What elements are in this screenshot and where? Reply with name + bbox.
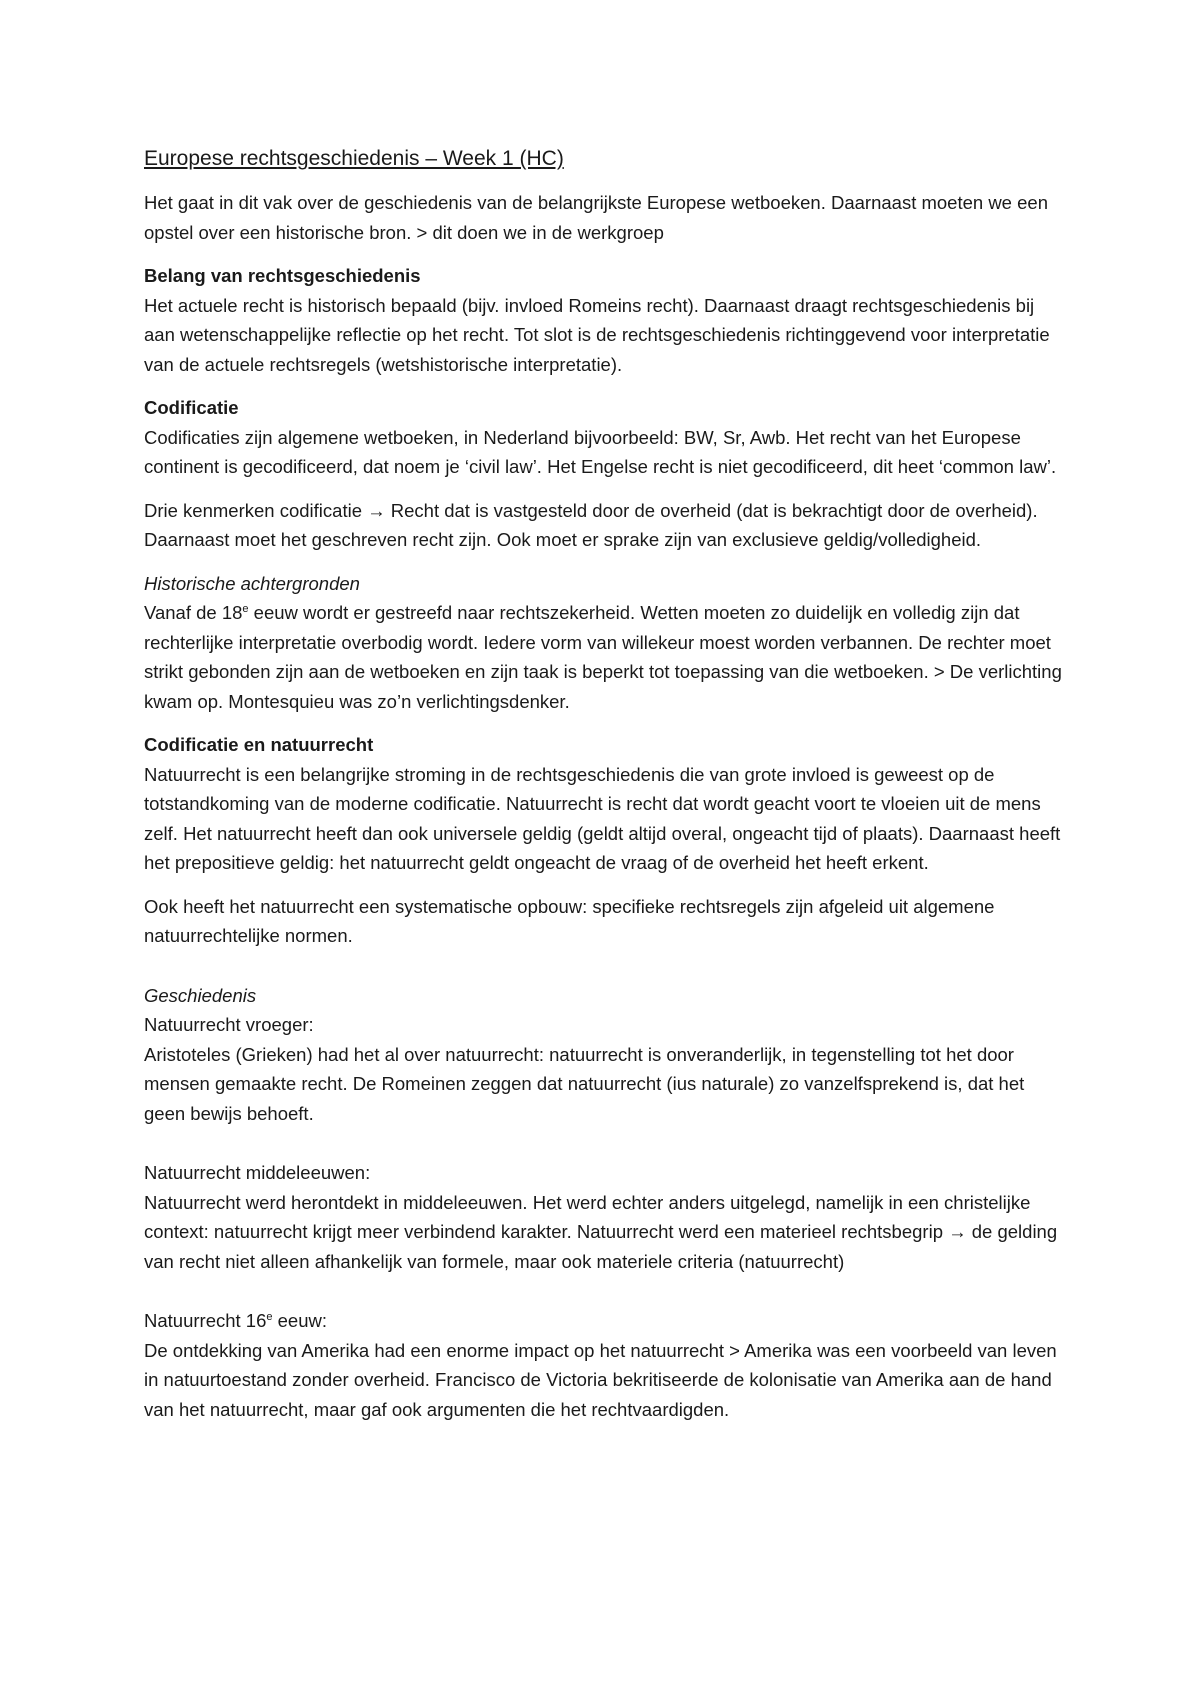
natuurrecht-systematisch: Ook heeft het natuurrecht een systematische opbouw: specifieke rechtsregels zijn afgeleid uit algemene natuurrechtelijke normen. [144,895,995,946]
eeuw16-sup: e [266,1310,273,1323]
spacer [144,1142,1064,1158]
vroeger-text: Aristoteles (Grieken) had het al over natuurrecht: natuurrecht is onveranderlijk, in tegenstelling tot het door mensen gemaakte recht. De Romeinen zeggen dat natuurrecht (ius naturale) zo vanzelfsprekend is, dat het geen bewijs behoeft. [144,1043,1025,1124]
spacer [144,965,1064,981]
middeleeuwen-label: Natuurrecht middeleeuwen: [144,1162,371,1183]
section-middeleeuwen [144,1158,1064,1276]
section-geschiedenis-vroeger [144,981,1064,1129]
eeuw16-label-before: Natuurrecht 16 [144,1310,267,1331]
section-16e-eeuw [144,1306,1064,1424]
document-content [144,144,1064,1438]
middeleeuwen-text: Natuurrecht werd herontdekt in middeleeuwen. Het werd echter anders uitgelegd, namelijk in een christelijke context: natuurrecht krijgt meer verbindend karakter. Natuurrecht werd een materieel rechtsbegrip → de gelding van recht niet alleen afhankelijk van formele, maar ook materiele criteria (natuurrecht) [144,1191,1058,1272]
section-belang [144,261,1064,379]
spacer [144,1290,1064,1306]
natuurrecht-text: Natuurrecht is een belangrijke stroming in de rechtsgeschiedenis die van grote invloed is geweest op de totstandkoming van de moderne codificatie. Natuurrecht is recht dat wordt geacht voort te vloeien uit de mens zelf. Het natuurrecht heeft dan ook universele geldig (geldt altijd overal, ongeacht tijd of plaats). Daarnaast heeft het prepositieve geldig: het natuurrecht geldt ongeacht de vraag of de overheid het heeft erkent. [144,763,1061,873]
heading-belang: Belang van rechtsgeschiedenis [144,265,421,286]
vroeger-label: Natuurrecht vroeger: [144,1014,314,1035]
section-codificatie [144,393,1064,482]
belang-text: Het actuele recht is historisch bepaald (bijv. invloed Romeins recht). Daarnaast draagt rechtsgeschiedenis bij aan wetenschappelijke reflectie op het recht. Tot slot is de rechtsgeschiedenis richtinggevend voor interpretatie van de actuele rechtsregels (wetshistorische interpretatie). [144,294,1050,375]
intro-paragraph: Het gaat in dit vak over de geschiedenis van de belangrijkste Europese wetboeken. Daarnaast moeten we een opstel over een historische bron. > dit doen we in de werkgroep [144,192,1048,243]
eeuw16-label [144,1306,1064,1336]
eeuw16-label-after: eeuw: [272,1310,328,1331]
codificatie-text: Codificaties zijn algemene wetboeken, in Nederland bijvoorbeeld: BW, Sr, Awb. Het recht van het Europese continent is gecodificeerd, dat noem je ‘civil law’. Het Engelse recht is niet gecodificeerd, dit heet ‘common law’. [144,426,1057,477]
heading-natuurrecht: Codificatie en natuurrecht [144,734,374,755]
section-historisch [144,569,1064,717]
page-title: Europese rechtsgeschiedenis – Week 1 (HC) [144,147,564,170]
historisch-text-before: Vanaf de 18 [144,602,243,623]
heading-historisch: Historische achtergronden [144,572,360,594]
codificatie-kenmerken: Drie kenmerken codificatie → Recht dat is vastgesteld door de overheid (dat is bekrachtigt door de overheid). Daarnaast moet het geschreven recht zijn. Ook moet er sprake zijn van exclusieve geldig/volledigheid. [144,499,1038,550]
historisch-sup: e [242,602,249,615]
heading-codificatie: Codificatie [144,397,239,418]
historisch-text-after: eeuw wordt er gestreefd naar rechtszekerheid. Wetten moeten zo duidelijk en volledig zijn dat rechterlijke interpretatie overbodig wordt. Iedere vorm van willekeur moest worden verbannen. De rechter moet strikt gebonden zijn aan de wetboeken en zijn taak is beperkt tot toepassing van die wetboeken. > De verlichting kwam op. Montesquieu was zo’n verlichtingsdenker. [144,602,1062,712]
section-natuurrecht [144,730,1064,878]
heading-geschiedenis: Geschiedenis [144,984,257,1006]
eeuw16-text: De ontdekking van Amerika had een enorme impact op het natuurrecht > Amerika was een voorbeeld van leven in natuurtoestand zonder overheid. Francisco de Victoria bekritiseerde de kolonisatie van Amerika aan de hand van het natuurrecht, maar gaf ook argumenten die het rechtvaardigden. [144,1339,1057,1420]
